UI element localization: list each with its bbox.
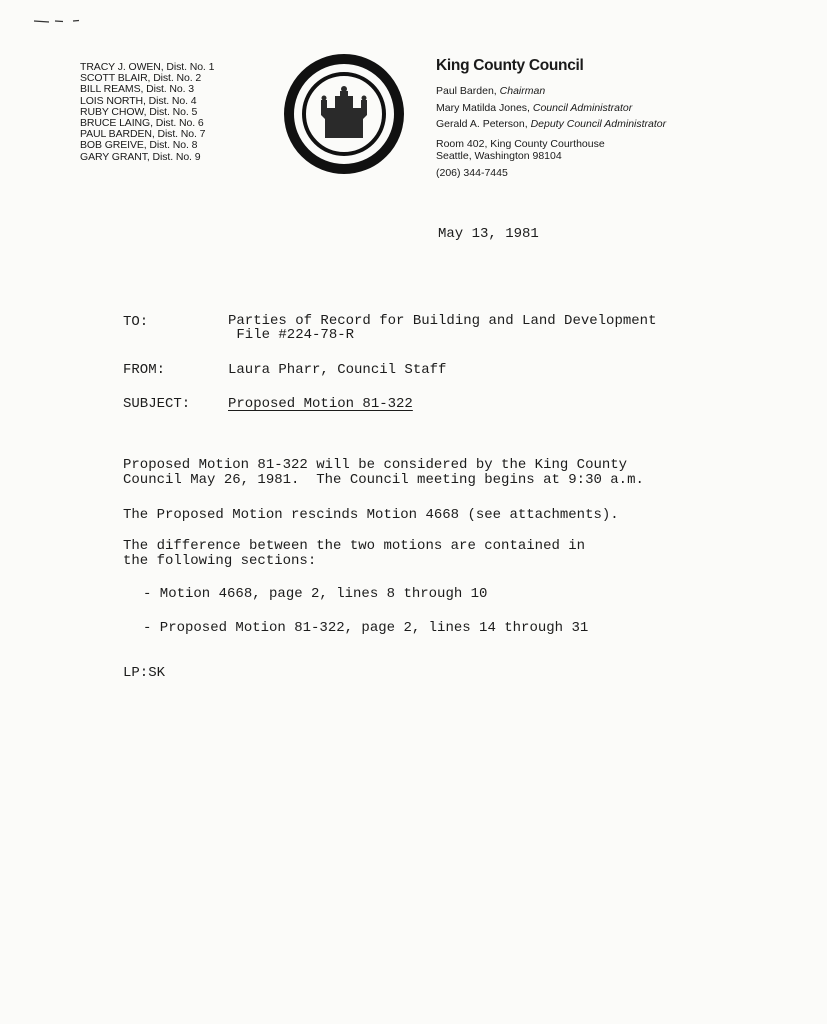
body-paragraph: Proposed Motion 81-322 will be considered by the King County Council May 26, 1981. The Council meeting begins at 9:30 a.m. (123, 457, 644, 488)
district-entry: TRACY J. OWEN, Dist. No. 1 (80, 61, 215, 73)
district-entry: GARY GRANT, Dist. No. 9 (80, 150, 201, 163)
typist-initials: LP:SK (123, 665, 166, 681)
district-entry: BRUCE LAING, Dist. No. 6 (80, 117, 204, 130)
bullet-item: - Motion 4668, page 2, lines 8 through 10 (143, 586, 488, 602)
district-entry: BOB GREIVE, Dist. No. 8 (80, 139, 198, 152)
pen-mark-icon (33, 18, 83, 24)
district-entry: BILL REAMS, Dist. No. 3 (80, 83, 195, 96)
district-entry: RUBY CHOW, Dist. No. 5 (80, 105, 198, 118)
memo-date: May 13, 1981 (438, 226, 539, 242)
district-entry: PAUL BARDEN, Dist. No. 7 (80, 128, 206, 141)
to-label: TO: (123, 314, 149, 330)
district-entry: SCOTT BLAIR, Dist. No. 2 (80, 72, 202, 85)
to-value-line: Parties of Record for Building and Land Development (228, 313, 657, 329)
from-label: FROM: (123, 362, 166, 378)
address-line: Room 402, King County Courthouse (436, 137, 605, 150)
officer-name: Mary Matilda Jones, (436, 101, 533, 114)
phone-number: (206) 344-7445 (436, 166, 508, 179)
subject-label: SUBJECT: (123, 396, 191, 412)
district-entry: LOIS NORTH, Dist. No. 4 (80, 94, 197, 107)
officer-line (436, 83, 666, 100)
subject-value: Proposed Motion 81-322 (228, 396, 413, 412)
body-paragraph: The difference between the two motions are contained in the following sections: (123, 538, 586, 569)
officer-name: Paul Barden, (436, 85, 500, 97)
officer-title: Chairman (499, 85, 546, 97)
address-line: Seattle, Washington 98104 (436, 149, 562, 162)
council-header (436, 57, 666, 181)
officer-line (436, 100, 666, 117)
officer-title: Deputy Council Administrator (530, 118, 667, 130)
bullet-item: - Proposed Motion 81-322, page 2, lines 14 through 31 (143, 620, 589, 636)
district-list (80, 62, 214, 163)
officer-name: Gerald A. Peterson, (436, 118, 531, 130)
to-value-line: File #224-78-R (228, 327, 355, 343)
officer-line (436, 116, 666, 133)
to-value (228, 314, 656, 342)
from-value: Laura Pharr, Council Staff (228, 362, 447, 378)
crown-seal-icon (283, 53, 405, 175)
body-paragraph: The Proposed Motion rescinds Motion 4668 (see attachments). (123, 507, 619, 523)
council-name: King County Council (436, 57, 584, 74)
officer-title: Council Administrator (532, 101, 633, 114)
